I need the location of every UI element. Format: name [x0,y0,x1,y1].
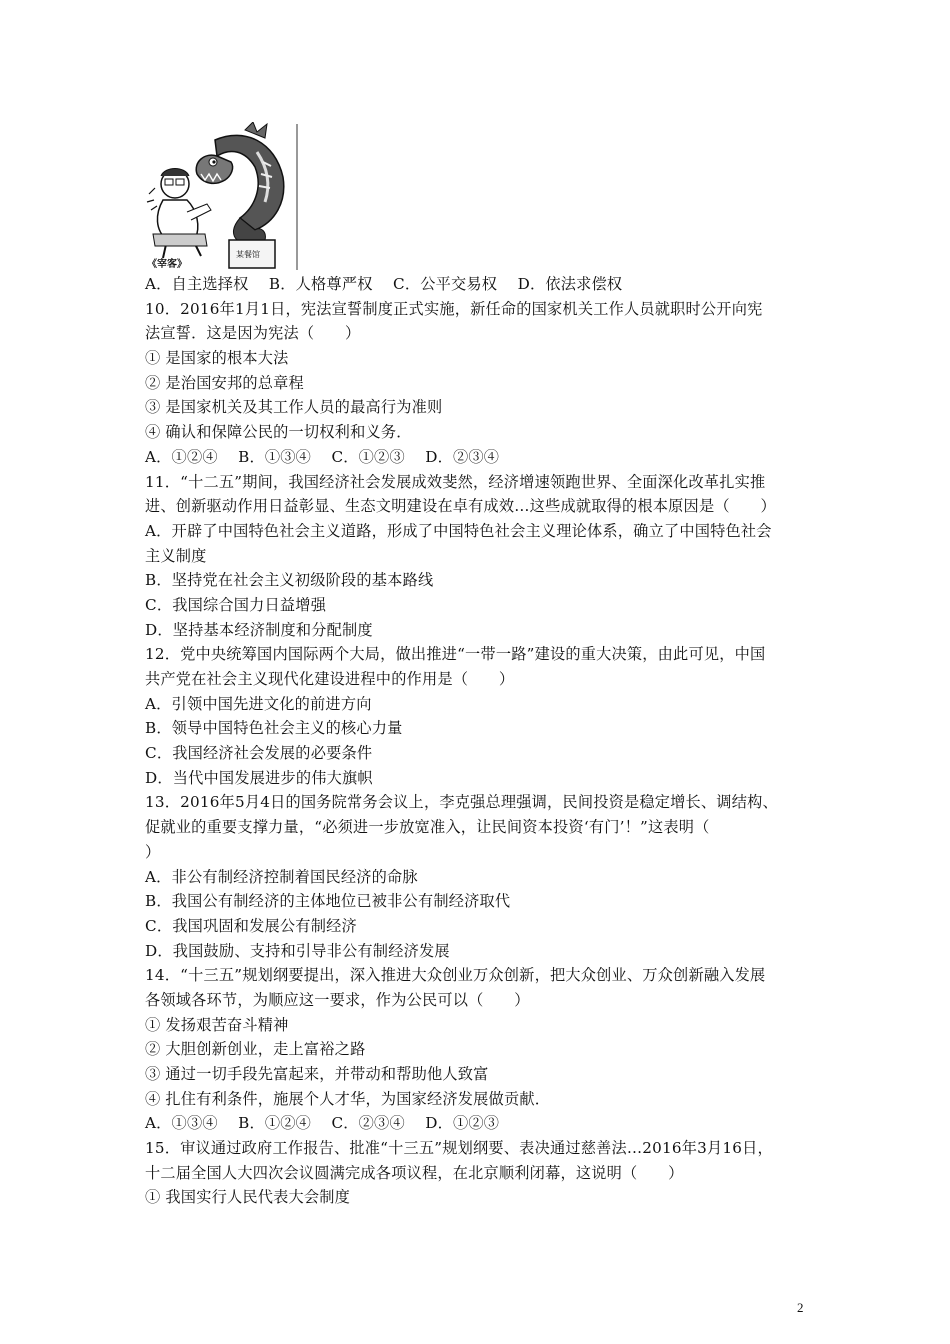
text-line: ③ 是国家机关及其工作人员的最高行为准则 [145,398,443,417]
text-line: D．坚持基本经济制度和分配制度 [145,620,373,639]
text-line: ） [145,842,161,861]
text-line: A．非公有制经济控制着国民经济的命脉 [145,867,418,886]
text-line: D．当代中国发展进步的伟大旗帜 [145,768,373,787]
text-line: B．我国公有制经济的主体地位已被非公有制经济取代 [145,892,511,911]
page-number: 2 [797,1300,804,1315]
cartoon-sign: 某餐馆 [236,250,260,259]
text-line: 法宣誓．这是因为宪法（ ） [145,324,361,343]
text-line: A．开辟了中国特色社会主义道路，形成了中国特色社会主义理论体系，确立了中国特色社会 [145,521,772,540]
text-line: 各领域各环节，为顺应这一要求，作为公民可以（ ） [145,990,530,1009]
cartoon-illustration [145,122,301,272]
text-line: A．①③④ B．①②④ C．②③④ D．①②③ [145,1114,500,1133]
text-line: B．领导中国特色社会主义的核心力量 [145,719,403,738]
text-line: C．我国巩固和发展公有制经济 [145,916,357,935]
text-line: 11．“十二五”期间，我国经济社会发展成效斐然，经济增速领跑世界、全面深化改革扎实推 [145,472,766,491]
text-line: 15．审议通过政府工作报告、批准“十三五”规划纲要、表决通过慈善法…2016年3月16日， [145,1139,773,1158]
text-line: ② 大胆创新创业，走上富裕之路 [145,1040,366,1059]
text-line: 13．2016年5月4日的国务院常务会议上，李克强总理强调，民间投资是稳定增长、调结构、 [145,793,778,812]
cartoon-drawing [145,122,301,272]
text-line: 10．2016年1月1日，宪法宣誓制度正式实施，新任命的国家机关工作人员就职时公开向宪 [145,299,763,318]
text-line: ① 我国实行人民代表大会制度 [145,1188,351,1207]
text-line: D．我国鼓励、支持和引导非公有制经济发展 [145,941,450,960]
text-line: ② 是治国安邦的总章程 [145,373,304,392]
text-line: 14．“十三五”规划纲要提出，深入推进大众创业万众创新，把大众创业、万众创新融入发展 [145,966,766,985]
text-line: ① 发扬艰苦奋斗精神 [145,1015,289,1034]
text-line: 主义制度 [145,546,207,565]
text-line: A．引领中国先进文化的前进方向 [145,694,372,713]
text-line: C．我国经济社会发展的必要条件 [145,744,373,763]
text-line: B．坚持党在社会主义初级阶段的基本路线 [145,571,434,590]
text-line: ④ 确认和保障公民的一切权利和义务． [145,423,412,442]
cartoon-caption: 《宰客》 [147,259,187,270]
text-line: A．自主选择权 B．人格尊严权 C．公平交易权 D．依法求偿权 [145,275,623,293]
text-line: A．①②④ B．①③④ C．①②③ D．②③④ [145,447,500,466]
text-line: 进、创新驱动作用日益彰显、生态文明建设在卓有成效…这些成就取得的根本原因是（ ） [145,497,776,516]
text-line: 十二届全国人大四次会议圆满完成各项议程，在北京顺利闭幕，这说明（ ） [145,1163,684,1182]
text-line: ③ 通过一切手段先富起来，并带动和帮助他人致富 [145,1065,489,1083]
text-line: C．我国综合国力日益增强 [145,595,327,614]
text-line: ④ 扎住有利条件，施展个人才华，为国家经济发展做贡献． [145,1089,551,1108]
text-line: ① 是国家的根本大法 [145,349,289,368]
question-text [145,272,817,1210]
text-line: 共产党在社会主义现代化建设进程中的作用是（ ） [145,670,515,688]
text-line: 12．党中央统筹国内国际两个大局，做出推进“一带一路”建设的重大决策，由此可见，中国 [145,645,766,664]
text-line: 促就业的重要支撑力量，“必须进一步放宽准入，让民间资本投资‘有门’！”这表明（ [145,818,710,837]
